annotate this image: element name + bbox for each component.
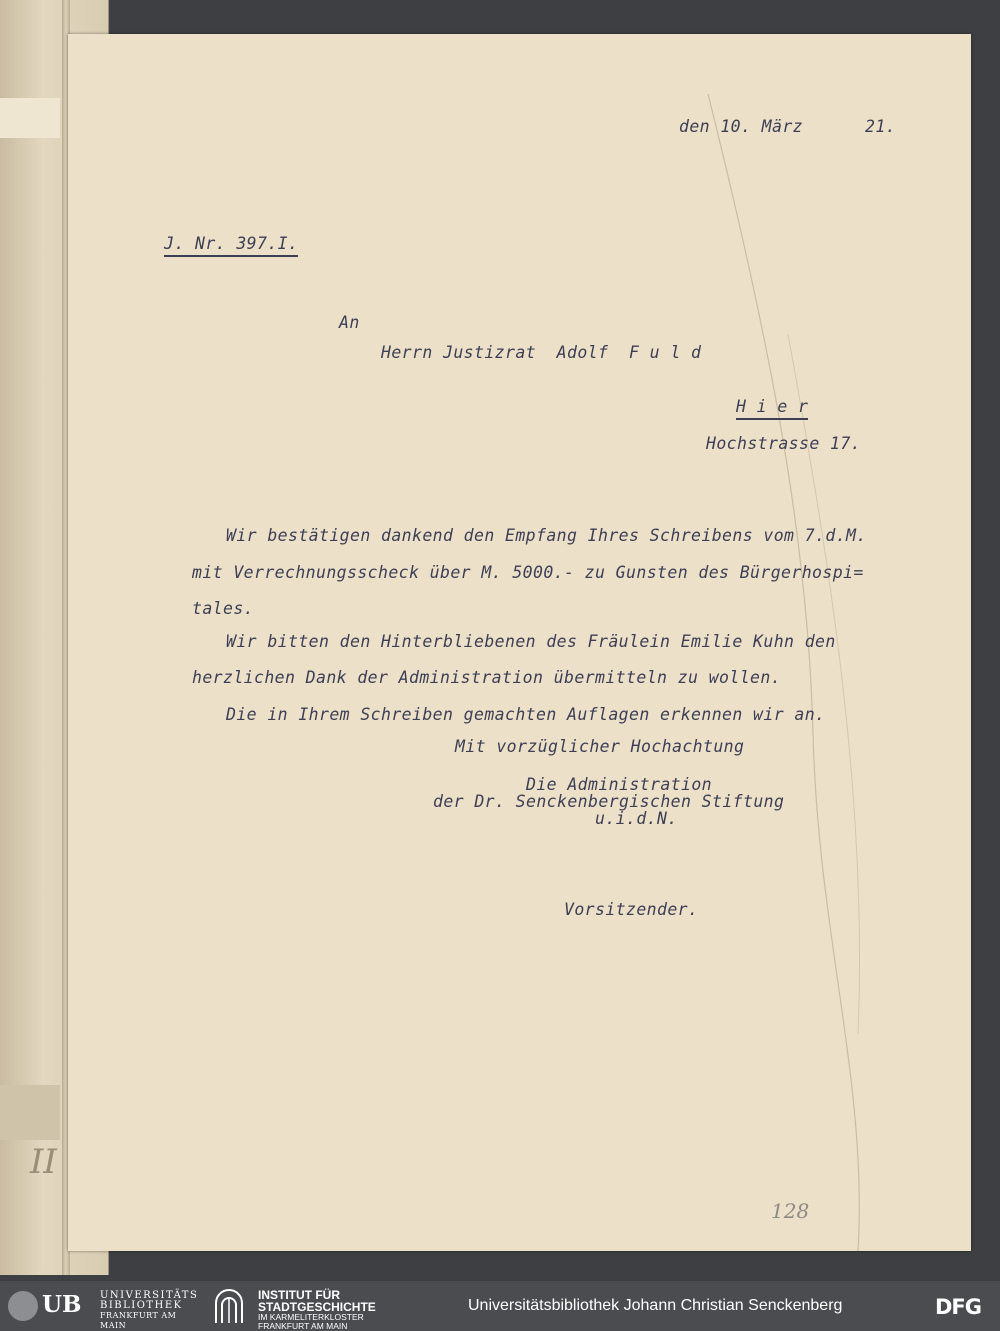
body-line: Wir bestätigen dankend den Empfang Ihres Schreibens vom 7.d.M. xyxy=(226,526,867,545)
date-line: den 10. März 21. xyxy=(679,117,897,136)
salutation-to: An xyxy=(339,313,360,332)
body-line: tales. xyxy=(192,599,255,618)
page-number: 128 xyxy=(771,1199,810,1223)
isg-logo-line: IM KARMELITERKLOSTER xyxy=(258,1312,364,1322)
ub-logo-line: BIBLIOTHEK xyxy=(100,1300,183,1311)
back-sheet-tab xyxy=(0,1085,60,1140)
isg-logo[interactable] xyxy=(212,1287,402,1331)
closing-line: Mit vorzüglicher Hochachtung xyxy=(455,737,745,756)
back-sheet-mark: II xyxy=(30,1142,57,1182)
recipient-street: Hochstrasse 17. xyxy=(706,434,862,453)
footer-bar xyxy=(0,1281,1000,1331)
ub-logo-line: UNIVERSITÄTS xyxy=(100,1290,199,1301)
body-line: mit Verrechnungsscheck über M. 5000.- zu Gunsten des Bürgerhospi= xyxy=(192,563,864,582)
body-line: Die in Ihrem Schreiben gemachten Auflagen erkennen wir an. xyxy=(226,705,826,724)
signature-line: der Dr. Senckenbergischen Stiftung xyxy=(433,792,785,811)
arch-icon xyxy=(212,1289,246,1323)
reference-number: J. Nr. 397.I. xyxy=(164,234,298,257)
ub-logo-letters: UB xyxy=(42,1291,82,1318)
ub-logo[interactable] xyxy=(8,1289,199,1330)
dfg-logo[interactable]: DFG xyxy=(935,1295,982,1319)
recipient-city: H i e r xyxy=(736,397,808,420)
signature-line: Die Administration xyxy=(526,775,713,794)
recipient-name: Herrn Justizrat Adolf F u l d xyxy=(381,343,702,362)
isg-logo-line: FRANKFURT AM MAIN xyxy=(258,1321,348,1331)
signature-line: u.i.d.N. xyxy=(595,809,678,828)
body-line: Wir bitten den Hinterbliebenen des Fräulein Emilie Kuhn den xyxy=(226,632,836,651)
back-sheet-tab xyxy=(0,98,60,138)
seal-icon xyxy=(8,1291,38,1321)
footer-title[interactable]: Universitätsbibliothek Johann Christian Senckenberg xyxy=(468,1297,843,1314)
isg-logo-line: STADTGESCHICHTE xyxy=(258,1300,376,1314)
isg-logo-line: INSTITUT FÜR xyxy=(258,1288,340,1302)
body-line: herzlichen Dank der Administration übermitteln zu wollen. xyxy=(192,668,782,687)
signer-title: Vorsitzender. xyxy=(564,900,699,919)
isg-logo-text xyxy=(258,1289,376,1331)
ub-logo-text xyxy=(100,1291,198,1331)
letter-page xyxy=(68,34,971,1251)
ub-logo-line: FRANKFURT AM MAIN xyxy=(100,1311,177,1330)
